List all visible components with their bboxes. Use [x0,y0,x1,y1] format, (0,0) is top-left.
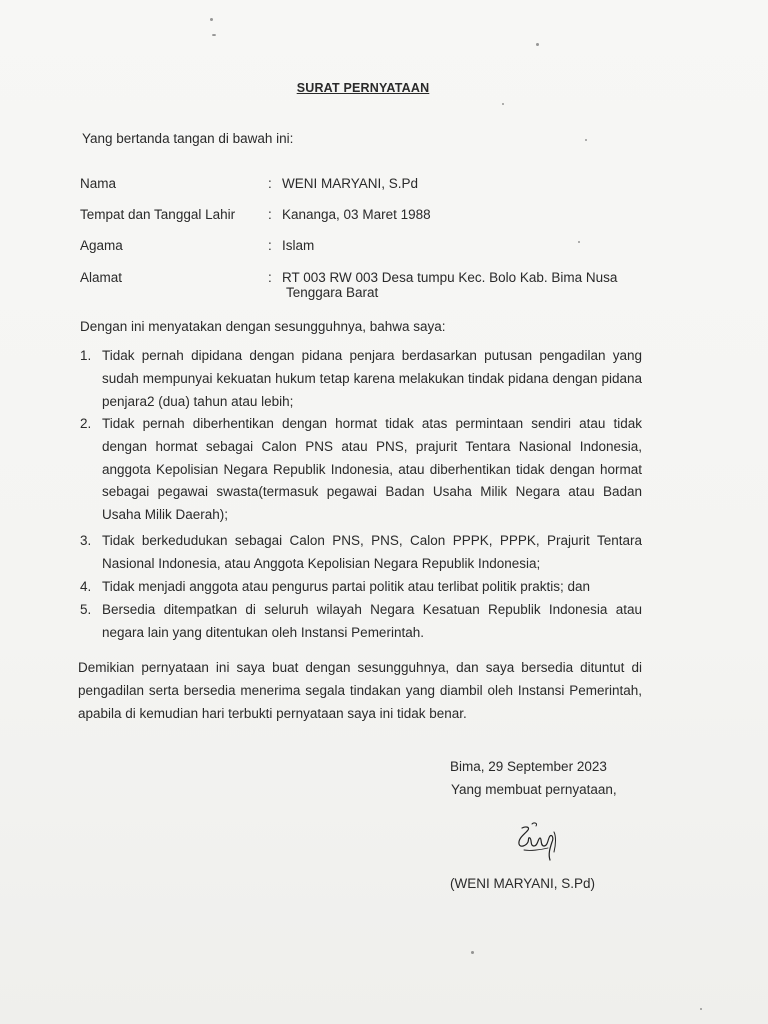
list-text: Tidak berkedudukan sebagai Calon PNS, PNS, Calon PPPK, PPPK, Prajurit Tentara Nasional Indonesia, atau Anggota Kepolisian Negara Republik Indonesia; [102,533,642,571]
maker-label: Yang membuat pernyataan, [451,782,617,797]
scan-speck [471,951,474,954]
signer-name: (WENI MARYANI, S.Pd) [450,876,596,891]
list-number: 3. [80,533,92,548]
closing-paragraph: Demikian pernyataan ini saya buat dengan sesungguhnya, dan saya bersedia dituntut di pengadilan serta bersedia menerima segala tindakan yang diambil oleh Instansi Pemerintah, apabila di kemudian hari terbukti pernyataan saya ini tidak benar. [78,660,642,721]
field-value-continued: Tenggara Barat [286,285,379,300]
field-label: Tempat dan Tanggal Lahir [80,207,236,222]
field-value: RT 003 RW 003 Desa tumpu Kec. Bolo Kab. Bima Nusa [282,270,618,285]
scan-speck [502,103,504,105]
list-text: Bersedia ditempatkan di seluruh wilayah Negara Kesatuan Republik Indonesia atau negara lain yang ditentukan oleh Instansi Pemerintah. [102,602,642,640]
field-colon: : [268,270,272,285]
scan-speck [700,1008,702,1010]
field-value: WENI MARYANI, S.Pd [282,176,419,191]
scan-speck [210,18,213,21]
field-label: Alamat [80,270,123,285]
list-text: Tidak menjadi anggota atau pengurus partai politik atau terlibat politik praktis; dan [102,579,591,594]
list-number: 1. [80,348,92,363]
document-title: SURAT PERNYATAAN [296,81,430,95]
field-value: Islam [282,238,315,253]
handwritten-signature-icon [512,818,564,864]
field-colon: : [268,238,272,253]
scan-speck [578,241,580,243]
field-label: Agama [80,238,123,253]
list-number: 2. [80,416,92,431]
field-label: Nama [80,176,117,191]
scan-speck [536,43,539,46]
list-number: 4. [80,579,92,594]
place-date: Bima, 29 September 2023 [450,759,607,774]
intro-text: Yang bertanda tangan di bawah ini: [82,131,294,146]
list-text: Tidak pernah dipidana dengan pidana penjara berdasarkan putusan pengadilan yang sudah mempunyai kekuatan hukum tetap karena melakukan tindak pidana dengan pidana penjara2 (dua) tahun atau lebih; [102,348,642,409]
list-text: Tidak pernah diberhentikan dengan hormat tidak atas permintaan sendiri atau tidak dengan hormat sebagai Calon PNS atau PNS, prajurit Tentara Nasional Indonesia, anggota Kepolisian Negara Republik Indonesia, atau diberhentikan tidak dengan hormat sebagai pegawai swasta(termasuk pegawai Badan Usaha Milik Negara atau Badan Usaha Milik Daerah); [102,416,642,523]
field-colon: : [268,176,272,191]
field-value: Kananga, 03 Maret 1988 [282,207,431,222]
list-number: 5. [80,602,92,617]
scan-speck [585,139,587,141]
statement-intro: Dengan ini menyatakan dengan sesungguhnya, bahwa saya: [80,319,446,334]
field-colon: : [268,207,272,222]
scan-speck [212,34,216,36]
